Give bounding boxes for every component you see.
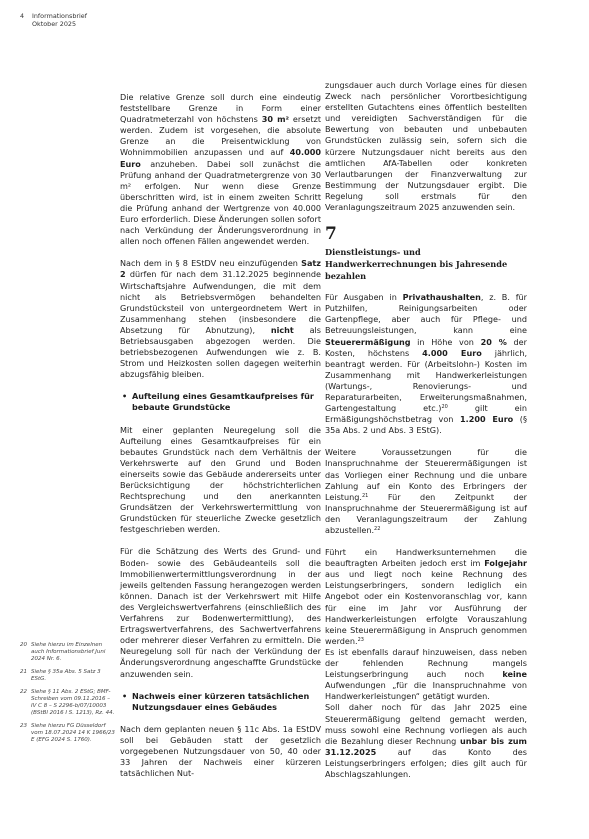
paragraph: Weitere Voraussetzungen für die Inanspruchnahme der Steuerermäßigungen ist das Vorliegen einer Rechnung und die unbare Zahlung auf ein Konto des Erbringers der Leistung.$^{21}$ Für den Zeitpunkt der Inanspruchnahme der Steuerermäßigung ist auf den Veranlagungszeitraum der Zahlung abzustellen.$^{22}$: [325, 447, 527, 535]
publication-issue: Oktober 2025: [32, 20, 77, 28]
paragraph: Nach dem geplanten neuen § 11c Abs. 1a EStDV soll bei Gebäuden statt der gesetzlich vorgegebenen Nutzungsdauer von 50, 40 oder 33 Jahren der Nachweis einer kürzeren tatsächlichen Nut-: [120, 723, 321, 779]
footnote: 20 Siehe hierzu im Einzelnen auch Informationsbrief Juni 2024 Nr. 6.: [20, 642, 106, 662]
paragraph: Nach dem in § 8 EStDV neu einzufügenden Satz 2 dürfen für nach dem 31.12.2025 beginnende Wirtschaftsjahre Aufwendungen, die mit dem nicht als Betriebsvermögen behandelten Grundstücksteil von untergeordnetem Wert in Zusammenhang stehen (insbesondere die Absetzung für Abnutzung), nicht als Betriebsausgaben abgezogen werden. Die betriebsbezogenen Aufwendungen wie z. B. Strom und Heizkosten sollen dagegen weiterhin abzugsfähig bleiben.: [120, 258, 322, 380]
bullet-icon: •: [122, 391, 128, 402]
right-column: [325, 80, 527, 780]
footnote: 23 Siehe hierzu FG Düsseldorf vom 18.07.2024 14 K 1966/23 E (EFG 2024 S. 1760).: [20, 723, 115, 743]
paragraph: Führt ein Handwerksunternehmen die beauftragten Arbeiten jedoch erst im Folgejahr aus und liegt noch keine Rechnung des Leistungserbringers, sondern lediglich ein Angebot oder ein Kostenvoranschlag vor, kann für eine im Jahr vor Ausführung der Handwerkerleistungen erfolgte Vorauszahlung keine Steuerermäßigung in Anspruch genommen werden.$^{23}$: [325, 547, 527, 646]
bullet-heading: • Nachweis einer kürzeren tatsächlichen Nutzungsdauer eines Gebäudes: [122, 690, 310, 712]
footnote: 22 Siehe § 11 Abs. 2 EStG; BMF-Schreiben vom 09.11.2016 – IV C 8 – S 2296-b/07/10003 (BStBl 2016 I S. 1213), Rz. 44.: [20, 689, 115, 716]
paragraph: Es ist ebenfalls darauf hinzuweisen, dass neben der fehlenden Rechnung mangels Leistungserbringung auch noch keine Aufwendungen „für die Inanspruchnahme von Handwerkerleistungen“ getätigt wurden.: [325, 646, 527, 702]
bullet-icon: •: [122, 690, 128, 701]
footnote: 21 Siehe § 35a Abs. 5 Satz 3 EStG.: [20, 669, 101, 682]
paragraph: Die relative Grenze soll durch eine eindeutig feststellbare Grenze in Form einer Quadratmeterzahl von höchstens 30 m² ersetzt werden. Zudem ist vorgesehen, die absolute Grenze an die Preisentwicklung von Wohnimmobilien anzupassen und auf 40.000 Euro anzuheben. Dabei soll zunächst die Prüfung anhand der Quadratmetergrenze von 30 m² erfolgen. Nur wenn diese Grenze überschritten wird, ist in einem zweiten Schritt die Prüfung anhand der Wertgrenze von 40.000 Euro erforderlich. Diese Änderungen sollen sofort nach Verkündung der Änderungsverordnung in allen noch offenen Fällen angewendet werden.: [120, 92, 322, 247]
section-title: Dienstleistungs- und Handwerkerrechnungen bis Jahresende bezahlen: [325, 247, 508, 282]
page-number: 4: [20, 12, 25, 20]
footnote-ref: 20: [441, 404, 448, 411]
section-number: 7: [325, 224, 337, 245]
footnote-ref: 21: [361, 492, 369, 499]
running-header: [20, 12, 87, 28]
paragraph: zungsdauer auch durch Vorlage eines für diesen Zweck nach persönlicher Vorortbesichtigung erstellten Gutachtens eines öffentlich bestellten und vereidigten Sachverständigen für die Bewertung von bebauten und unbebauten Grundstücken zulässig sein, sofern sich die kürzere Nutzungsdauer nicht bereits aus den amtlichen AfA-Tabellen oder konkreten Verlautbarungen der Finanzverwaltung zur Bestimmung der Nutzungsdauer ergibt. Die Regelung soll erstmals für den Veranlagungszeitraum 2025 anzuwenden sein.: [325, 80, 527, 213]
paragraph: Soll daher noch für das Jahr 2025 eine Steuerermäßigung geltend gemacht werden, muss sowohl eine Rechnung vorliegen als auch die Bezahlung dieser Rechnung unbar bis zum 31.12.2025 auf das Konto des Leistungserbringers erfolgen; dies gilt auch für Abschlagszahlungen.: [325, 702, 527, 779]
paragraph: Mit einer geplanten Neuregelung soll die Aufteilung eines Gesamtkaufpreises für ein bebautes Grundstück nach dem Verhältnis der Verkehrswerte auf den Grund und Boden einerseits sowie das Gebäude andererseits unter Berücksichtigung der höchstrichterlichen Rechtsprechung und den anerkannten Grundsätzen der Verkehrswertermittlung von Grundstücken für steuerliche Zwecke gesetzlich festgeschrieben werden.: [120, 424, 321, 535]
paragraph: Für die Schätzung des Werts des Grund- und Boden- sowie des Gebäudeanteils soll die Immobilienwertermittlungsverordnung in der jeweils geltenden Fassung herangezogen werden können. Danach ist der Verkehrswert mit Hilfe des Vergleichswertverfahrens (einschließlich des Verfahrens zur Bodenwertermittlung), des Ertragswertverfahrens, des Sachwertverfahrens oder mehrerer dieser Verfahren zu ermitteln. Die Neuregelung soll für nach der Verkündung der Änderungsverordnung angeschaffte Grundstücke anzuwenden sein.: [120, 546, 321, 679]
paragraph: Für Ausgaben in Privathaushalten, z. B. für Putzhilfen, Reinigungsarbeiten oder Gartenpflege, aber auch für Pflege- und Betreuungsleistungen, kann eine Steuerermäßigung in Höhe von 20 % der Kosten, höchstens 4.000 Euro jährlich, beantragt werden. Für (Arbeitslohn-) Kosten im Zusammenhang mit Handwerkerleistungen (Wartungs-, Renovierungs- und Reparaturarbeiten, Erweiterungsmaßnahmen, Gartengestaltung etc.)$^{20}$ gilt ein Ermäßigungshöchstbetrag von 1.200 Euro (§ 35a Abs. 2 und Abs. 3 EStG).: [325, 292, 528, 436]
left-column: [120, 92, 321, 779]
bullet-heading: • Aufteilung eines Gesamtkaufpreises für bebaute Grundstücke: [122, 391, 314, 413]
footnotes: [20, 642, 116, 750]
footnote-ref: 23: [357, 636, 364, 643]
publication-title: Informationsbrief: [32, 12, 87, 20]
footnote-ref: 22: [374, 526, 381, 532]
